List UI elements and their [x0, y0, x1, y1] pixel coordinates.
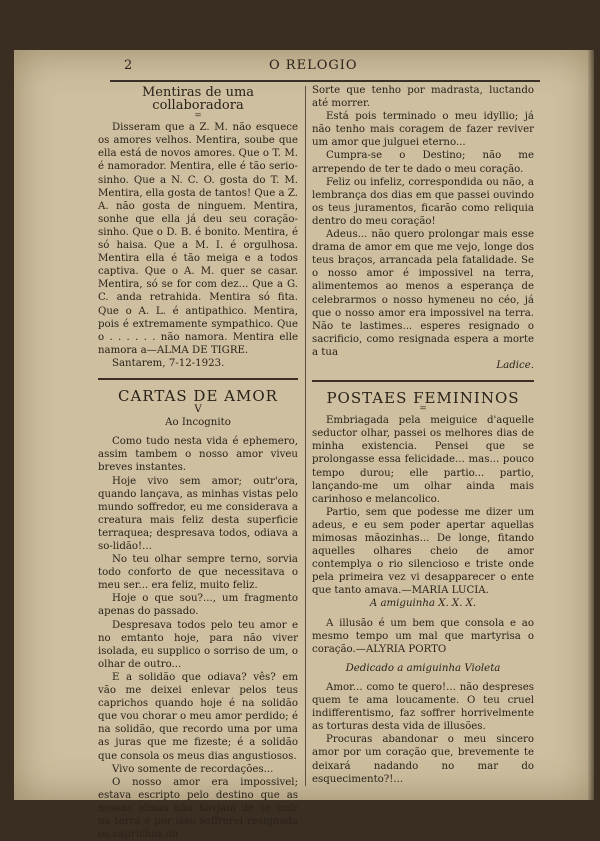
paragraph: Como tudo nesta vida é ephemero, assim tambem o nosso amor viveu breves instantes. [98, 436, 298, 474]
article-cartas-de-amor [98, 386, 298, 841]
header-rule [110, 80, 540, 82]
section-rule [98, 378, 298, 380]
article-title: CARTAS DE AMOR [118, 386, 278, 405]
paragraph: Sorte que tenho por madrasta, luctando até morrer. [312, 85, 534, 110]
paragraph: Feliz ou infeliz, correspondida ou não, a lembrança dos dias em que passei ouvindo os teus juramentos, ficarão como reliquia dentro do meu coração! [312, 176, 534, 227]
paragraph: Despresava todos pelo teu amor e no emtanto hoje, para não viver isolada, eu supplico o sorriso de um, o olhar de outro... [98, 619, 298, 670]
newspaper-title: O RELOGIO [269, 58, 358, 73]
page-number: 2 [124, 58, 133, 73]
dedication: A amiguinha X. X. X. [369, 598, 477, 610]
section-rule [312, 380, 534, 382]
paragraph: No teu olhar sempre terno, sorvia todo conforto de que necessitava o meu ser... era feliz, muito feliz. [98, 554, 298, 592]
paragraph: E a solidão que odiava? vês? em vão me deixei enlevar pelos teus caprichos quando hoje é na solidão que vou chorar o meu amor perdido; é na solidão, que recordo uma por uma as juras que me fizeste; é a solidão que consola os meus dias angustiosos. [98, 671, 298, 762]
newspaper-page [14, 50, 594, 841]
paragraph: Procuras abandonar o meu sincero amor por um coração que, brevemente te deixará nadando no mar do esquecimento?!... [312, 734, 534, 785]
right-column [312, 84, 534, 786]
article-continuation [312, 84, 534, 372]
left-column [98, 84, 298, 841]
paragraph: Adeus... não quero prolongar mais esse drama de amor em que me vejo, longe dos teus braços, arrancada pela fatalidade. Se o nosso amor é impossivel na terra, alimentemos ao menos a esperança de celebrarmos o nosso hymeneu no céo, já que o nosso amor era impossivel na terra. Não te lastimes... esperes resignado o sacrificio, como resignada espera a morte a tua [312, 229, 534, 358]
article-body: Disseram que a Z. M. não esquece os amores velhos. Mentira, soube que ella está de novos amores. Que o T. M. é namorador. Mentira, elle é tão serio-sinho. Que a N. C. O. gosta do T. M. Mentira, ella gosta de tantos! Que a Z. A. não gosta de ninguem. Mentira, sonhe que ella já deu seu coração-sinho. Que o D. B. é bonito. Mentira, é só haisa. Que a M. I. é orgulhosa. Mentira ella é tão meiga e a todos captiva. Que o A. M. quer se casar. Mentira, só se for com dez... Que a G. C. anda retrahida. Mentira só fita. Que o A. L. é antipathico. Mentira, pois é extremamente sympathico. Que o . . . . . . não namora. Mentira elle namora a—ALMA DE TIGRE. [98, 122, 298, 356]
paragraph: Amor... como te quero!... não despreses quem te ama loucamente. O teu cruel indifferentismo, faz soffrer horrivelmente as torturas desta vida de illusões. [312, 681, 534, 733]
paragraph: Está pois terminado o meu idyllio; já não tenho mais coragem de fazer reviver um amor que julguei eterno... [312, 111, 534, 149]
column-divider [305, 86, 306, 786]
paragraph: Hoje vivo sem amor; outr'ora, quando lançava, as minhas vistas pelo mundo soffredor, eu me considerava a creatura mais feliz desta superficie terraquea; despresava todos, odiava a so-lidão!... [98, 475, 298, 552]
signature: Ladice. [496, 359, 534, 371]
paragraph: Cumpra-se o Destino; não me arrependo de ter te dado o meu coração. [312, 150, 534, 175]
dedication: Dedicado a amiguinha Violeta [345, 662, 501, 674]
article-title: POSTAES FEMININOS [326, 389, 520, 408]
article-numeral: V [194, 404, 202, 416]
paragraph: Vivo somente de recordações... [112, 763, 274, 775]
paragraph: Embriagada pela meiguice d'aquelle seductor olhar, passei os melhores dias de minha existencia. Pensei que se prolongasse essa felicidade... mas... pouco tempo durou; elle partio... partio, lançando-me um olhar ainda mais carinhoso e melancolico. [312, 415, 534, 505]
ornament: = [419, 404, 427, 415]
article-subtitle: Ao Incognito [165, 417, 231, 429]
paragraph: Partio, sem que podesse me dizer um adeus, e eu sem poder apertar aquellas mimosas mãozinhas... De longe, fitando aquelles olhares cheio de amor contemplya o rio silencioso e triste onde pela primeira vez vi desapparecer o ente que tanto amava.—MARIA LUCIA. [312, 506, 534, 597]
page-header [14, 56, 594, 78]
paragraph: O nosso amor era impossivel; estava escripto pelo destino que as nossas almas não havjam de se unir na terra e por isso soffrerei resignada os caprichos da [98, 776, 298, 841]
article-mentiras [98, 86, 298, 370]
article-dateline: Santarem, 7-12-1923. [112, 357, 225, 369]
article-title: Mentiras de uma collaboradora [141, 85, 255, 114]
page-fold-shadow [588, 50, 594, 800]
ornament: = [194, 111, 202, 122]
paragraph: Hoje o que sou?..., um fragmento apenas do passado. [98, 593, 298, 618]
article-postaes-femininos [312, 389, 534, 786]
paragraph: A illusão é um bem que consola e ao mesmo tempo um mal que martyrisa o coração.—ALYRIA PORTO [312, 617, 534, 655]
